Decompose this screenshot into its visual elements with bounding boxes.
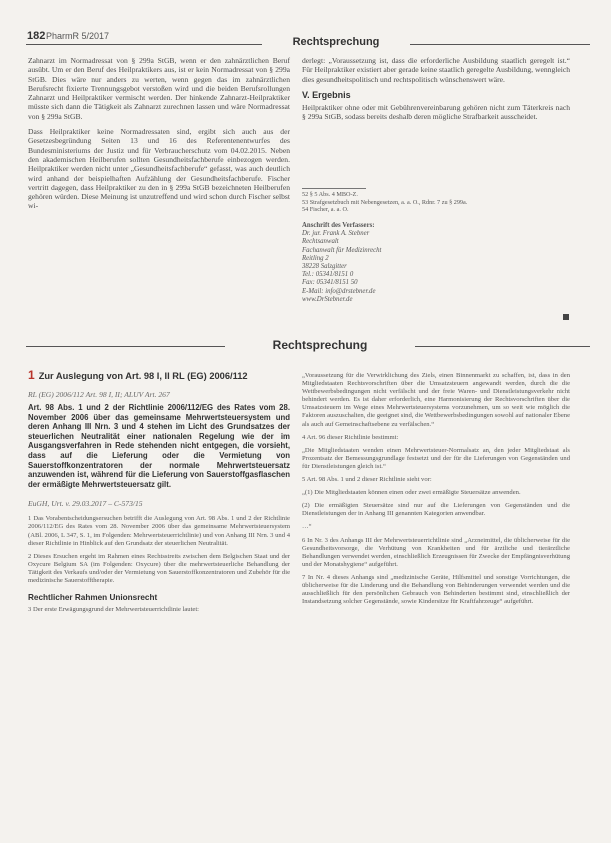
address-line: Tel.: 05341/8151 0 bbox=[302, 271, 354, 279]
top-left-paragraph-2: Dass Heilpraktiker keine Normadressaten sind, ergibt sich auch aus der Gesetzesbegründung Seiten 13 und 16 des Referentenentwurfes des Bundesministeriums der Justiz und für Verbraucherschutz vom 04.02.2015. Neben den akademischen Heilberufen sollten Gesundheitsfachberufe einbezogen werden. Heilpraktiker werden nicht unter „Gesundheitsfachberufe“ gefasst, was auch deutlich wird anhand der beispielhaften Aufzählung der Gesundheitsfachberufe. Fischer vertritt dagegen, dass Heilpraktiker zu den in § 299a StGB bezeichneten Heilberufen gehören würden. Diese Meinung ist unzutreffend und wird schon durch Fischer selbst wi- bbox=[28, 127, 290, 211]
footnote-54: 54 Fischer, a. a. O. bbox=[302, 206, 349, 214]
quote-recital-1: „Voraussetzung für die Verwirklichung des Ziels, einen Binnenmarkt zu schaffen, ist, dass in den Mitgliedstaaten Rechtsvorschriften über die Umsatzsteuern angewandt werden, durch die die Wettbewerbsbedingungen nicht verfälscht und der freie Waren- und Dienstleistungsverkehr nicht behindert werden. Es ist daher erforderlich, eine Harmonisierung der Rechtsvorschriften über die Umsatzsteuern im Wege eines Mehrwertsteuersystems vorzunehmen, um so weit wie möglich die Faktoren auszuschalten, die geeignet sind, die Wettbewerbsbedingungen sowohl auf nationaler Ebene als auch auf Gemeinschaftsebene zu verfälschen.“ bbox=[302, 372, 570, 428]
paragraph-3: 3 Der erste Erwägungsgrund der Mehrwertsteuerrichtlinie lautet: bbox=[28, 606, 200, 614]
paragraph-2: 2 Dieses Ersuchen ergeht im Rahmen eines Rechtsstreits zwischen dem Belgischen Staat und der Oxycure Belgium SA (im Folgenden: Oxycure) über die mehrwertsteuerliche Behandlung der Tätigkeit des Verkaufs und/oder der Vermietung von Sauerstoffkonzentratoren und Zubehör für die medizinische Sauerstofftherapie. bbox=[28, 552, 290, 584]
page-number: 182 bbox=[27, 30, 46, 42]
paragraph-7: 7 In Nr. 4 dieses Anhangs sind „medizinische Geräte, Hilfsmittel und sonstige Vorrichtungen, die üblicherweise für die Linderung und die Behandlung von Behinderungen verwendet werden und die ausschließlich für den persönlichen Gebrauch von Behinderten bestimmt sind, einschließlich der Instandsetzung solcher Gegenstände, sowie Kindersitze für Kraftfahrzeuge“ aufgeführt. bbox=[302, 573, 570, 606]
article-reference: RL (EG) 2006/112 Art. 98 I, II; ALUV Art. 267 bbox=[28, 390, 170, 399]
quote-art-96: „Die Mitgliedstaaten wenden einen Mehrwertsteuer-Normalsatz an, den jeder Mitgliedstaat als Prozentsatz der Bemessungsgrundlage festsetzt und der für die Lieferungen von Gegenständen und für Dienstleistungen gleich ist.“ bbox=[302, 446, 570, 470]
paragraph-5: 5 Art. 98 Abs. 1 und 2 dieser Richtlinie sieht vor: bbox=[302, 476, 432, 484]
top-left-column bbox=[28, 56, 290, 217]
header-section: Rechtsprechung bbox=[262, 36, 410, 50]
address-line: E-Mail: info@drstebner.de bbox=[302, 287, 376, 295]
address-line: Fachanwalt für Medizinrecht bbox=[302, 246, 382, 254]
article-end-mark bbox=[563, 314, 569, 320]
footnote-52: 52 § 5 Abs. 4 MBO-Z. bbox=[302, 191, 358, 198]
address-line: Rechtsanwalt bbox=[302, 238, 339, 246]
section-banner: Rechtsprechung bbox=[225, 338, 415, 354]
paragraph-1: 1 Das Vorabentscheidungsersuchen betrifft die Auslegung von Art. 98 Abs. 1 und 2 der Richtlinie 2006/112/EG des Rates vom 28. November 2006 über das gemeinsame Mehrwertsteuersystem (ABl. 2006, L 347, S. 1, im Folgenden: Mehrwertsteuerrichtlinie) und von Anhang III Nrn. 3 und 4 dieser Richtlinie in Hinblick auf den Grundsatz der steuerlichen Neutralität. bbox=[28, 515, 290, 547]
article-left-column bbox=[28, 370, 290, 619]
court-citation: EuGH, Urt. v. 29.03.2017 – C-573/15 bbox=[28, 499, 143, 509]
address-line: www.DrStebner.de bbox=[302, 295, 353, 303]
address-line: Fax: 05341/8151 50 bbox=[302, 279, 358, 287]
article-title-text: Zur Auslegung von Art. 98 I, II RL (EG) 2006/112 bbox=[38, 371, 248, 381]
top-right-paragraph-2: Heilpraktiker ohne oder mit Gebührenvereinbarung gehören nicht zum Täterkreis nach § 299a StGB, sodass bereits deshalb deren mögliche Strafbarkeit ausscheidet. bbox=[302, 102, 570, 122]
top-right-column bbox=[302, 56, 570, 127]
article-number: 1 bbox=[28, 368, 35, 382]
quote-art-98-1: „(1) Die Mitgliedstaaten können einen oder zwei ermäßigte Steuersätze anwenden. bbox=[302, 489, 521, 497]
address-label: Anschrift des Verfassers: bbox=[302, 222, 375, 229]
address-line: Reitling 2 bbox=[302, 254, 329, 262]
address-line: 38228 Salzgitter bbox=[302, 263, 347, 271]
footnote-53: 53 Strafgesetzbuch mit Nebengesetzen, a. a. O., Rdnr. 7 zu § 299a. bbox=[302, 198, 468, 206]
article-title bbox=[28, 370, 290, 382]
journal-name: PharmR 5/2017 bbox=[46, 31, 110, 41]
footnote-rule bbox=[302, 188, 366, 189]
author-address bbox=[302, 222, 502, 304]
article-lead: Art. 98 Abs. 1 und 2 der Richtlinie 2006/112/EG des Rates vom 28. November 2006 über das gemeinsame Mehrwertsteuersystem und deren Anhang III Nrn. 3 und 4 stehen im Licht des Grundsatzes der steuerlichen Neutralität einer nationalen Regelung wie der im Ausgangsverfahren in Rede stehenden nicht entgegen, die vorsieht, dass auf die Lieferung oder die Vermietung von Sauerstoffkonzentratoren der normale Mehrwertsteuersatz anzuwenden ist, während für die Lieferung von Sauerstoffgasflaschen der ermäßigte Mehrwertsteuersatz gilt. bbox=[28, 403, 290, 489]
quote-ellipsis: …“ bbox=[302, 523, 312, 531]
article-right-column bbox=[302, 372, 570, 611]
paragraph-6: 6 In Nr. 3 des Anhangs III der Mehrwertsteuerrichtlinie sind „Arzneimittel, die üblicherweise für die Gesundheitsvorsorge, die Verhütung von Krankheiten und für ärztliche und tierärztliche Behandlungen verwendet werden, einschließlich Erzeugnissen für Zwecke der Empfängnisverhütung und der Monatshygiene“ aufgeführt. bbox=[302, 536, 570, 568]
top-right-paragraph-1: derlegt: „Voraussetzung ist, dass die erforderliche Ausbildung staatlich geregelt ist.“ Für Heilpraktiker existiert aber gerade keine staatlich geregelte Ausbildung, wenngleich dies gesundheitspolitisch und rechtspolitisch wünschenswert wäre. bbox=[302, 56, 570, 84]
result-heading: V. Ergebnis bbox=[302, 89, 351, 100]
paragraph-4: 4 Art. 96 dieser Richtlinie bestimmt: bbox=[302, 433, 399, 441]
legal-framework-heading: Rechtlicher Rahmen Unionsrecht bbox=[28, 593, 158, 603]
quote-art-98-2: (2) Die ermäßigten Steuersätze sind nur auf die Lieferungen von Gegenständen und die Dienstleistungen der in Anhang III genannten Kategorien anwendbar. bbox=[302, 502, 570, 518]
address-line: Dr. jur. Frank A. Stebner bbox=[302, 230, 370, 238]
top-left-paragraph-1: Zahnarzt im Normadressat von § 299a StGB, wenn er den zahnärztlichen Beruf ausübt. Um er den Beruf des Heilpraktikers aus, ist er kein Normadressat von § 299a StGB. Dies wäre nur anders zu werten, wenn gegen das im zahnärztlichen Berufsrecht fixierte Trennungsgebot verstoßen wird und die beiden Berufsrollungen Zahnarzt und Heilpraktiker vermischt werden. Der hinkende Zahnarzt-Heilpraktiker müsste sich dann die Tätigkeit als Zahnarzt zurechnen lassen und wäre Normadressat von § 299a StGB. bbox=[28, 56, 290, 121]
footnotes bbox=[302, 191, 570, 214]
